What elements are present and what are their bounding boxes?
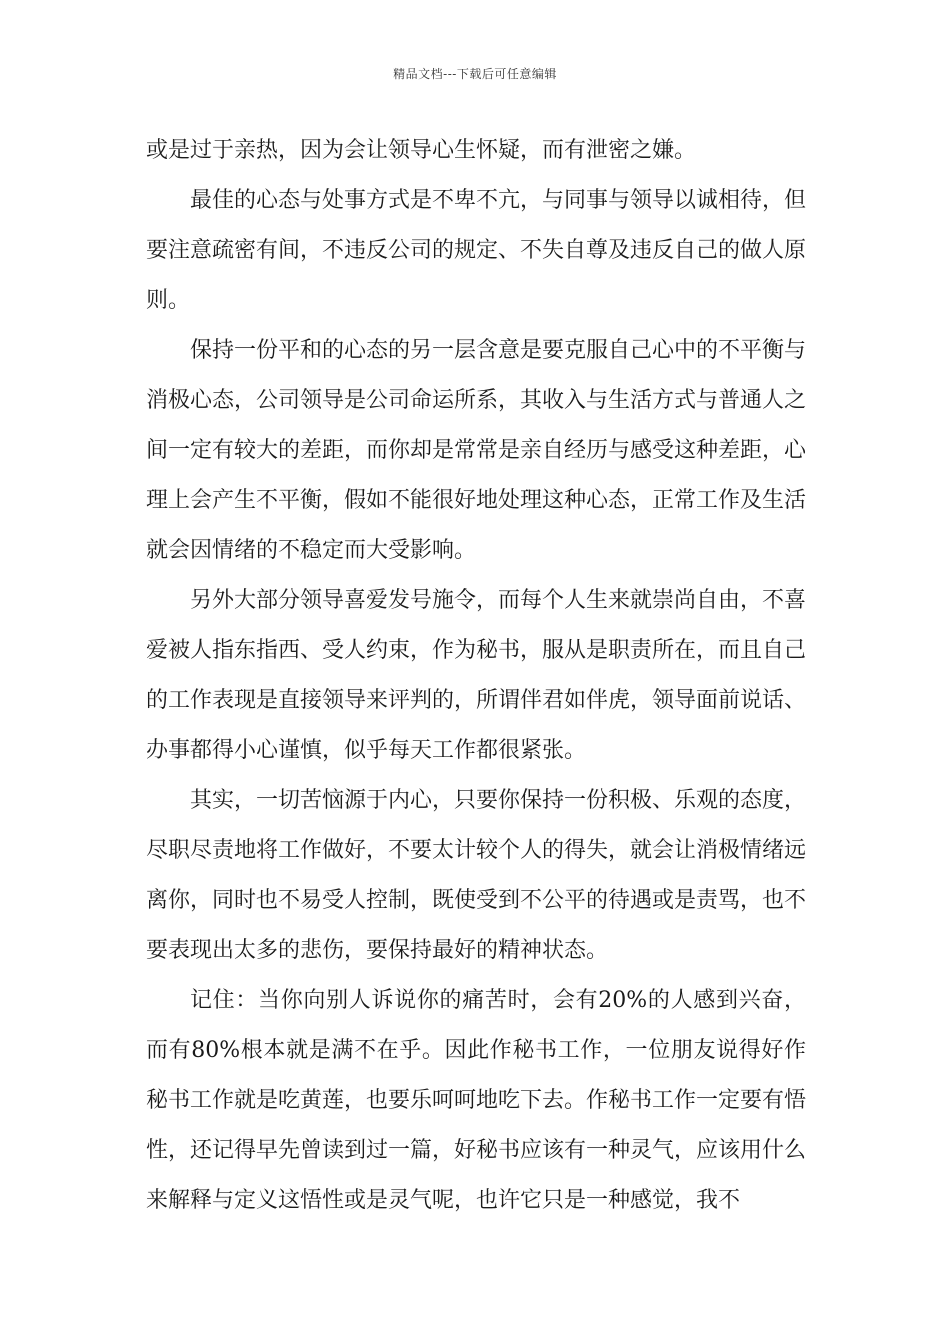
document-body: [146, 126, 806, 1226]
paragraph: 记住：当你向别人诉说你的痛苦时，会有20%的人感到兴奋，而有80%根本就是满不在乎。因此作秘书工作，一位朋友说得好作秘书工作就是吃黄莲，也要乐呵呵地吃下去。作秘书工作一定要有悟性，还记得早先曾读到过一篇，好秘书应该有一种灵气，应该用什么来解释与定义这悟性或是灵气呢，也许它只是一种感觉，我不: [146, 988, 807, 1213]
paragraph: 另外大部分领导喜爱发号施令，而每个人生来就崇尚自由，不喜爱被人指东指西、受人约束，作为秘书，服从是职责所在，而且自己的工作表现是直接领导来评判的，所谓伴君如伴虎，领导面前说话、办事都得小心谨慎，似乎每天工作都很紧张。: [146, 588, 807, 763]
page-header: 精品文档---下载后可任意编辑: [393, 67, 557, 81]
paragraph-continued: 或是过于亲热，因为会让领导心生怀疑，而有泄密之嫌。: [146, 138, 697, 163]
paragraph: 保持一份平和的心态的另一层含意是要克服自己心中的不平衡与消极心态，公司领导是公司命运所系，其收入与生活方式与普通人之间一定有较大的差距，而你却是常常是亲自经历与感受这种差距，心理上会产生不平衡，假如不能很好地处理这种心态，正常工作及生活就会因情绪的不稳定而大受影响。: [146, 338, 807, 563]
paragraph: 其实，一切苦恼源于内心，只要你保持一份积极、乐观的态度，尽职尽责地将工作做好，不要太计较个人的得失，就会让消极情绪远离你，同时也不易受人控制，既使受到不公平的待遇或是责骂，也不要表现出太多的悲伤，要保持最好的精神状态。: [146, 788, 807, 963]
paragraph: 最佳的心态与处事方式是不卑不亢，与同事与领导以诚相待，但要注意疏密有间，不违反公司的规定、不失自尊及违反自己的做人原则。: [146, 188, 807, 313]
